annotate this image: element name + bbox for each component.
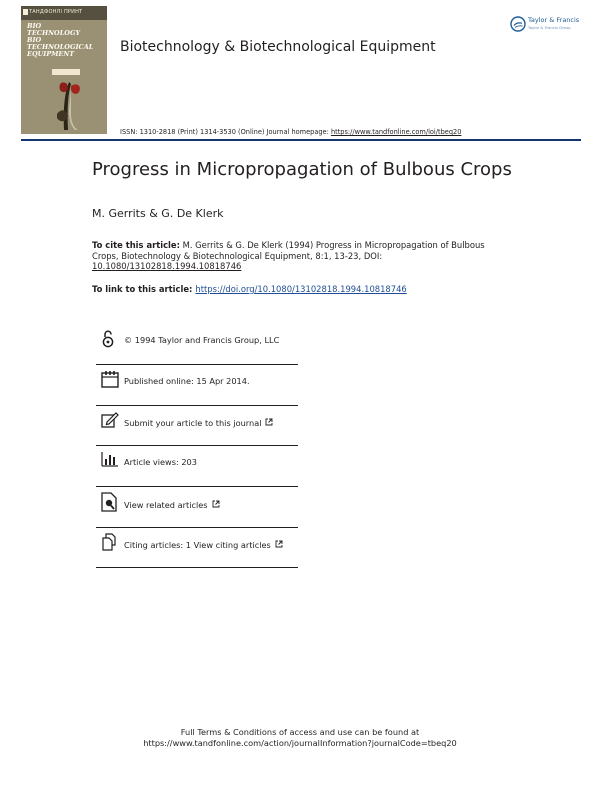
related-text: View related articles [124,500,208,510]
external-link-icon [265,418,273,426]
footer-terms-text: Full Terms & Conditions of access and use can be found at [180,727,420,737]
taylor-francis-logo-text [528,17,579,31]
cite-label: To cite this article: [92,240,180,250]
info-row-related[interactable] [96,490,298,530]
article-title: Progress in Micropropagation of Bulbous Crops [92,159,512,180]
citing-articles-icon [101,533,119,551]
journal-cover [21,6,107,134]
header-rule [21,139,581,141]
divider [96,486,298,487]
issn-text: ISSN: 1310-2818 (Print) 1314-3530 (Online) Journal homepage: [120,128,331,136]
cite-text: M. Gerrits & G. De Klerk (1994) Progress in Micropropagation of Bulbous Crops, Biotechnology & Biotechnological Equipment, 8:1, 13-23, DOI: [92,240,485,261]
link-block [92,284,407,294]
open-access-icon [101,330,115,348]
external-link-icon [275,540,283,548]
footer-terms-link[interactable]: https://www.tandfonline.com/action/journalInformation?journalCode=tbeq20 [143,738,457,748]
link-label: To link to this article: [92,284,193,294]
related-articles-icon [101,492,117,512]
cover-title-line: TECHNOLOGY [27,29,81,37]
doi-link[interactable]: https://doi.org/10.1080/13102818.1994.10818746 [195,284,407,294]
external-link-icon [212,500,220,508]
issn-line [120,128,461,136]
journal-homepage-link[interactable]: https://www.tandfonline.com/loi/tbeq20 [330,128,462,136]
citing-text: Citing articles: 1 View citing articles [124,540,271,550]
cite-doi-link[interactable]: 10.1080/13102818.1994.10818746 [92,261,242,271]
citing-articles-link[interactable] [124,540,283,550]
published-text: Published online: 15 Apr 2014. [124,376,250,386]
copyright-text: © 1994 Taylor and Francis Group, LLC [124,335,280,345]
journal-title: Biotechnology & Biotechnological Equipment [120,39,436,55]
info-row-published [96,368,298,408]
cover-publisher: ТАНДФОНЛІ ПРИНТ [29,9,83,15]
info-row-citing[interactable] [96,531,298,571]
edit-icon [101,411,119,429]
bar-chart-icon [101,451,119,467]
cover-title-line: EQUIPMENT [27,50,75,58]
divider [96,527,298,528]
divider [96,445,298,446]
info-row-submit[interactable] [96,409,298,449]
citation-block [92,240,502,272]
info-row-copyright [96,328,298,368]
divider [96,567,298,568]
submit-article-link[interactable] [124,418,273,428]
related-articles-link[interactable] [124,500,220,510]
cover-title-line: BIO [27,22,42,30]
cover-plant-illustration [21,6,107,134]
divider [96,405,298,406]
views-text: Article views: 203 [124,457,197,467]
submit-text: Submit your article to this journal [124,418,262,428]
footer [0,727,600,749]
divider [96,364,298,365]
logo-subtitle: Taylor & Francis Group [528,25,571,30]
cover-title-line: BIO [27,36,42,44]
cover-title-line: TECHNOLOGICAL [27,43,94,51]
taylor-francis-logo-icon [510,16,526,32]
logo-name: Taylor & Francis [528,16,580,24]
article-authors[interactable]: M. Gerrits & G. De Klerk [92,207,224,220]
info-row-views [96,449,298,489]
calendar-icon [101,370,119,388]
